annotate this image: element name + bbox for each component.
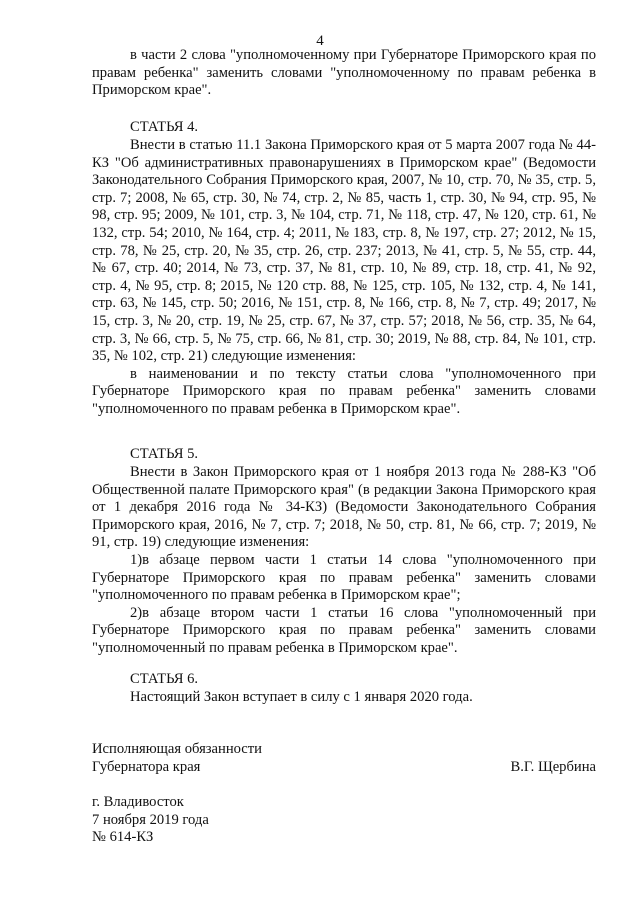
- footer-date: 7 ноября 2019 года: [92, 811, 209, 828]
- article-5-body: [92, 464, 596, 658]
- article-4-body: [92, 137, 596, 419]
- article-6-paragraph-1: Настоящий Закон вступает в силу с 1 января 2020 года.: [130, 689, 473, 705]
- document-footer: [92, 794, 209, 847]
- article-4-paragraph-2: в наименовании и по тексту статьи слова "уполномоченного при Губернаторе Приморского края по правам ребенка" заменить словами "уполномоченного по правам ребенка в Приморском крае".: [92, 365, 596, 417]
- signature-block: [92, 741, 596, 776]
- article-6-heading: СТАТЬЯ 6.: [130, 671, 199, 687]
- signature-title-line-2: Губернатора края: [92, 758, 201, 775]
- intro-text: в части 2 слова "уполномоченному при Губернаторе Приморского края по правам ребенка" заменить словами "уполномоченному по правам ребенка в Приморском крае".: [92, 47, 596, 99]
- footer-city: г. Владивосток: [92, 794, 184, 810]
- intro-paragraph: [92, 47, 596, 100]
- signatory-name: В.Г. Щербина: [510, 758, 596, 775]
- article-4-heading: СТАТЬЯ 4.: [130, 119, 199, 135]
- signature-title-line-1: Исполняющая обязанности: [92, 741, 262, 757]
- article-5-item-2: 2)в абзаце втором части 1 статьи 16 слова "уполномоченный при Губернаторе Приморского края по правам ребенка" заменить словами "уполномоченный по правам ребенка в Приморском крае".: [92, 604, 596, 656]
- article-5-paragraph-1: Внести в Закон Приморского края от 1 ноября 2013 года № 288-КЗ "Об Общественной палате Приморского края" (в редакции Закона Приморского края от 1 декабря 2016 года № 34-КЗ) (Ведомости Законодательного Собрания Приморского края, 2016, № 7, стр. 7; 2018, № 50, стр. 81, № 66, стр. 7; 2019, № 91, стр. 19) следующие изменения:: [92, 464, 596, 551]
- page-number: 4: [316, 33, 324, 49]
- article-5-item-1: 1)в абзаце первом части 1 статьи 14 слова "уполномоченного при Губернаторе Приморского края по правам ребенка" заменить словами "уполномоченного по правам ребенка в Приморском крае";: [92, 551, 596, 604]
- article-5-heading: СТАТЬЯ 5.: [130, 446, 199, 462]
- footer-law-number: № 614-КЗ: [92, 829, 154, 846]
- article-6-body: [92, 689, 596, 707]
- article-4-paragraph-1: Внести в статью 11.1 Закона Приморского края от 5 марта 2007 года № 44-КЗ "Об административных правонарушениях в Приморском крае" (Ведомости Законодательного Собрания Приморского края, 2007, № 10, стр. 70, № 35, стр. 5, стр. 7; 2008, № 65, стр. 30, № 74, стр. 2, № 85, часть 1, стр. 30, № 94, стр. 95, № 98, стр. 95; 2009, № 101, стр. 3, № 104, стр. 71, № 118, стр. 47, № 120, стр. 61, № 132, стр. 54; 2010, № 164, стр. 4; 2011, № 183, стр. 8, № 197, стр. 27; 2012, № 15, стр. 78, № 25, стр. 20, № 35, стр. 26, стр. 237; 2013, № 41, стр. 5, № 55, стр. 44, № 67, стр. 40; 2014, № 73, стр. 37, № 81, стр. 10, № 89, стр. 18, стр. 41, № 92, стр. 4, № 95, стр. 8; 2015, № 120 стр. 88, № 125, стр. 105, № 132, стр. 4, № 141, стр. 63, № 145, стр. 50; 2016, № 151, стр. 8, № 166, стр. 8, № 7, стр. 49; 2017, № 15, стр. 3, № 20, стр. 19, № 25, стр. 67, № 37, стр. 57; 2018, № 56, стр. 35, № 64, стр. 3, № 66, стр. 5, № 75, стр. 66, № 81, стр. 30; 2019, № 88, стр. 84, № 101, стр. 35, № 102, стр. 21) следующие изменения:: [92, 137, 596, 365]
